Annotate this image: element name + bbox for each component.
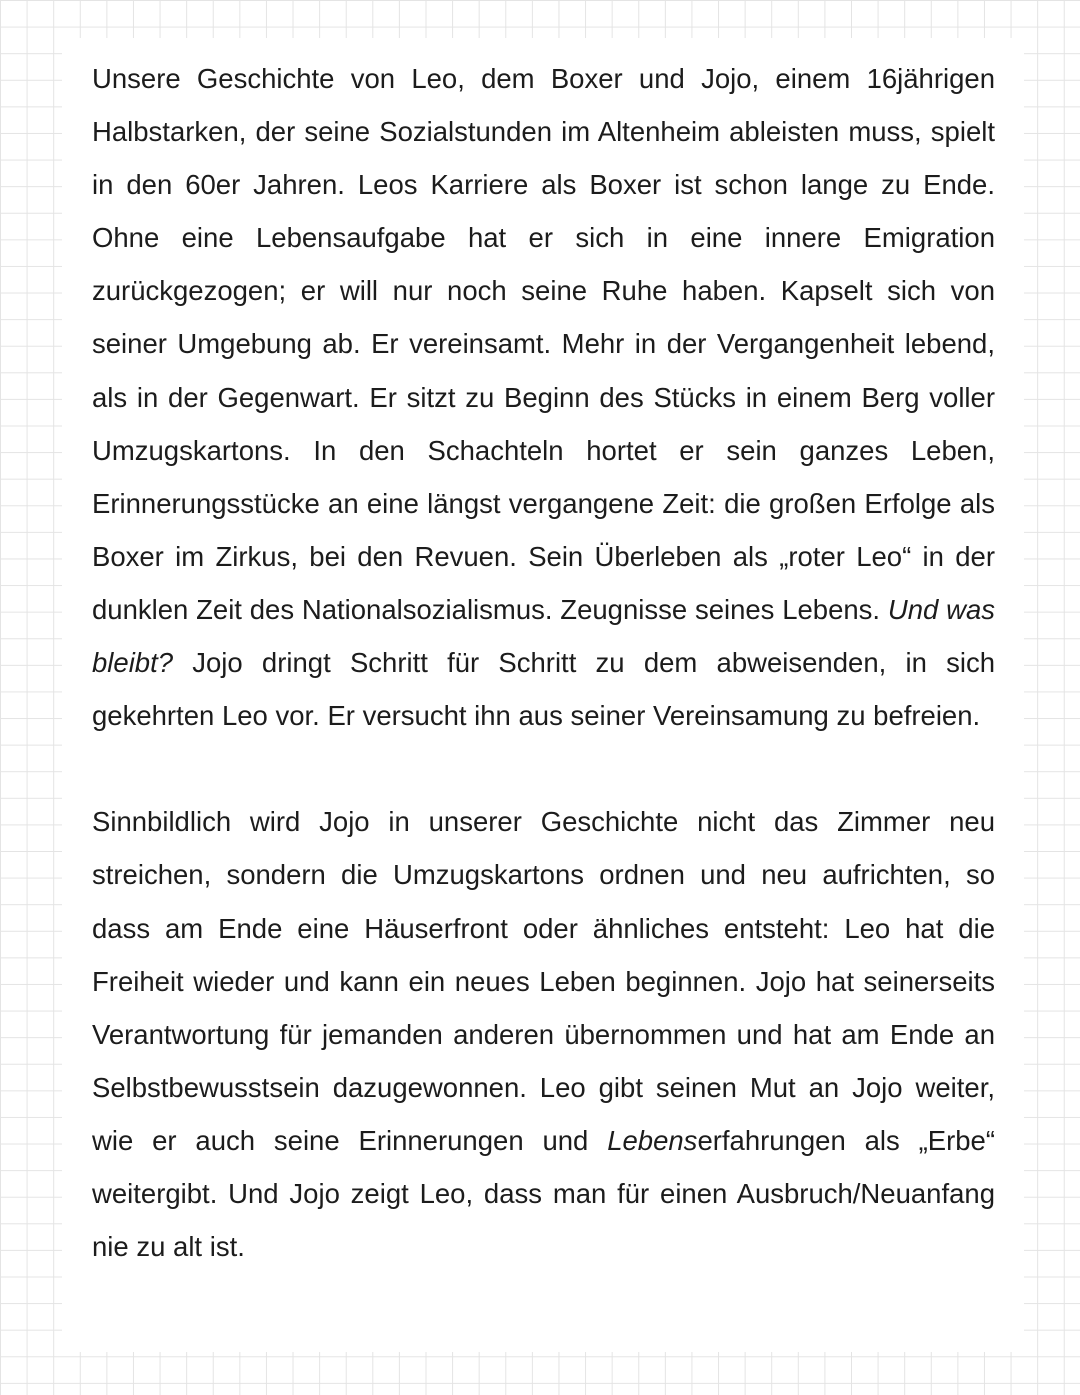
paragraph-1-text-a: Unsere Geschichte von Leo, dem Boxer und Jojo, einem 16jährigen Halbstarken, der seine Sozialstunden im Altenheim ableisten muss, spielt in den 60er Jahren. Leos Karriere als Boxer ist schon lange zu Ende. Ohne eine Lebensaufgabe hat er sich in eine innere Emigration zurückgezogen; er will nur noch seine Ruhe haben. Kapselt sich von seiner Umgebung ab. Er vereinsamt. Mehr in der Vergangenheit lebend, als in der Gegenwart. Er sitzt zu Beginn des Stücks in einem Berg voller Umzugskartons. In den Schachteln hortet er sein ganzes Leben, Erinnerungsstücke an eine längst vergangene Zeit: die großen Erfolge als Boxer im Zirkus, bei den Revuen. Sein Überleben als „roter Leo“ in der dunklen Zeit des Nationalsozialismus. Zeugnisse seines Lebens. [92, 63, 995, 625]
paragraph-1-text-b: Jojo dringt Schritt für Schritt zu dem abweisenden, in sich gekehrten Leo vor. Er versucht ihn aus seiner Vereinsamung zu befreien. [92, 647, 995, 732]
document-body [92, 52, 995, 1273]
paragraph-2 [92, 795, 995, 1273]
paragraph-1 [92, 52, 995, 742]
paragraph-spacer [92, 742, 995, 795]
paragraph-2-text-b: erfahrungen als „Erbe“ weitergibt. Und Jojo zeigt Leo, dass man für einen Ausbruch/Neuanfang nie zu alt ist. [92, 1124, 996, 1263]
paragraph-2-text-a: Sinnbildlich wird Jojo in unserer Geschichte nicht das Zimmer neu streichen, sondern die Umzugskartons ordnen und neu aufrichten, so dass am Ende eine Häuserfront oder ähnliches entsteht: Leo hat die Freiheit wieder und kann ein neues Leben beginnen. Jojo hat seinerseits Verantwortung für jemanden anderen übernommen und hat am Ende an Selbstbewusstsein dazugewonnen. Leo gibt seinen Mut an Jojo weiter, wie er auch seine Erinnerungen und [92, 806, 995, 1156]
paragraph-1-italic-question: Und was bleibt? [92, 593, 995, 679]
paragraph-2-italic-word: Lebens [607, 1124, 698, 1156]
